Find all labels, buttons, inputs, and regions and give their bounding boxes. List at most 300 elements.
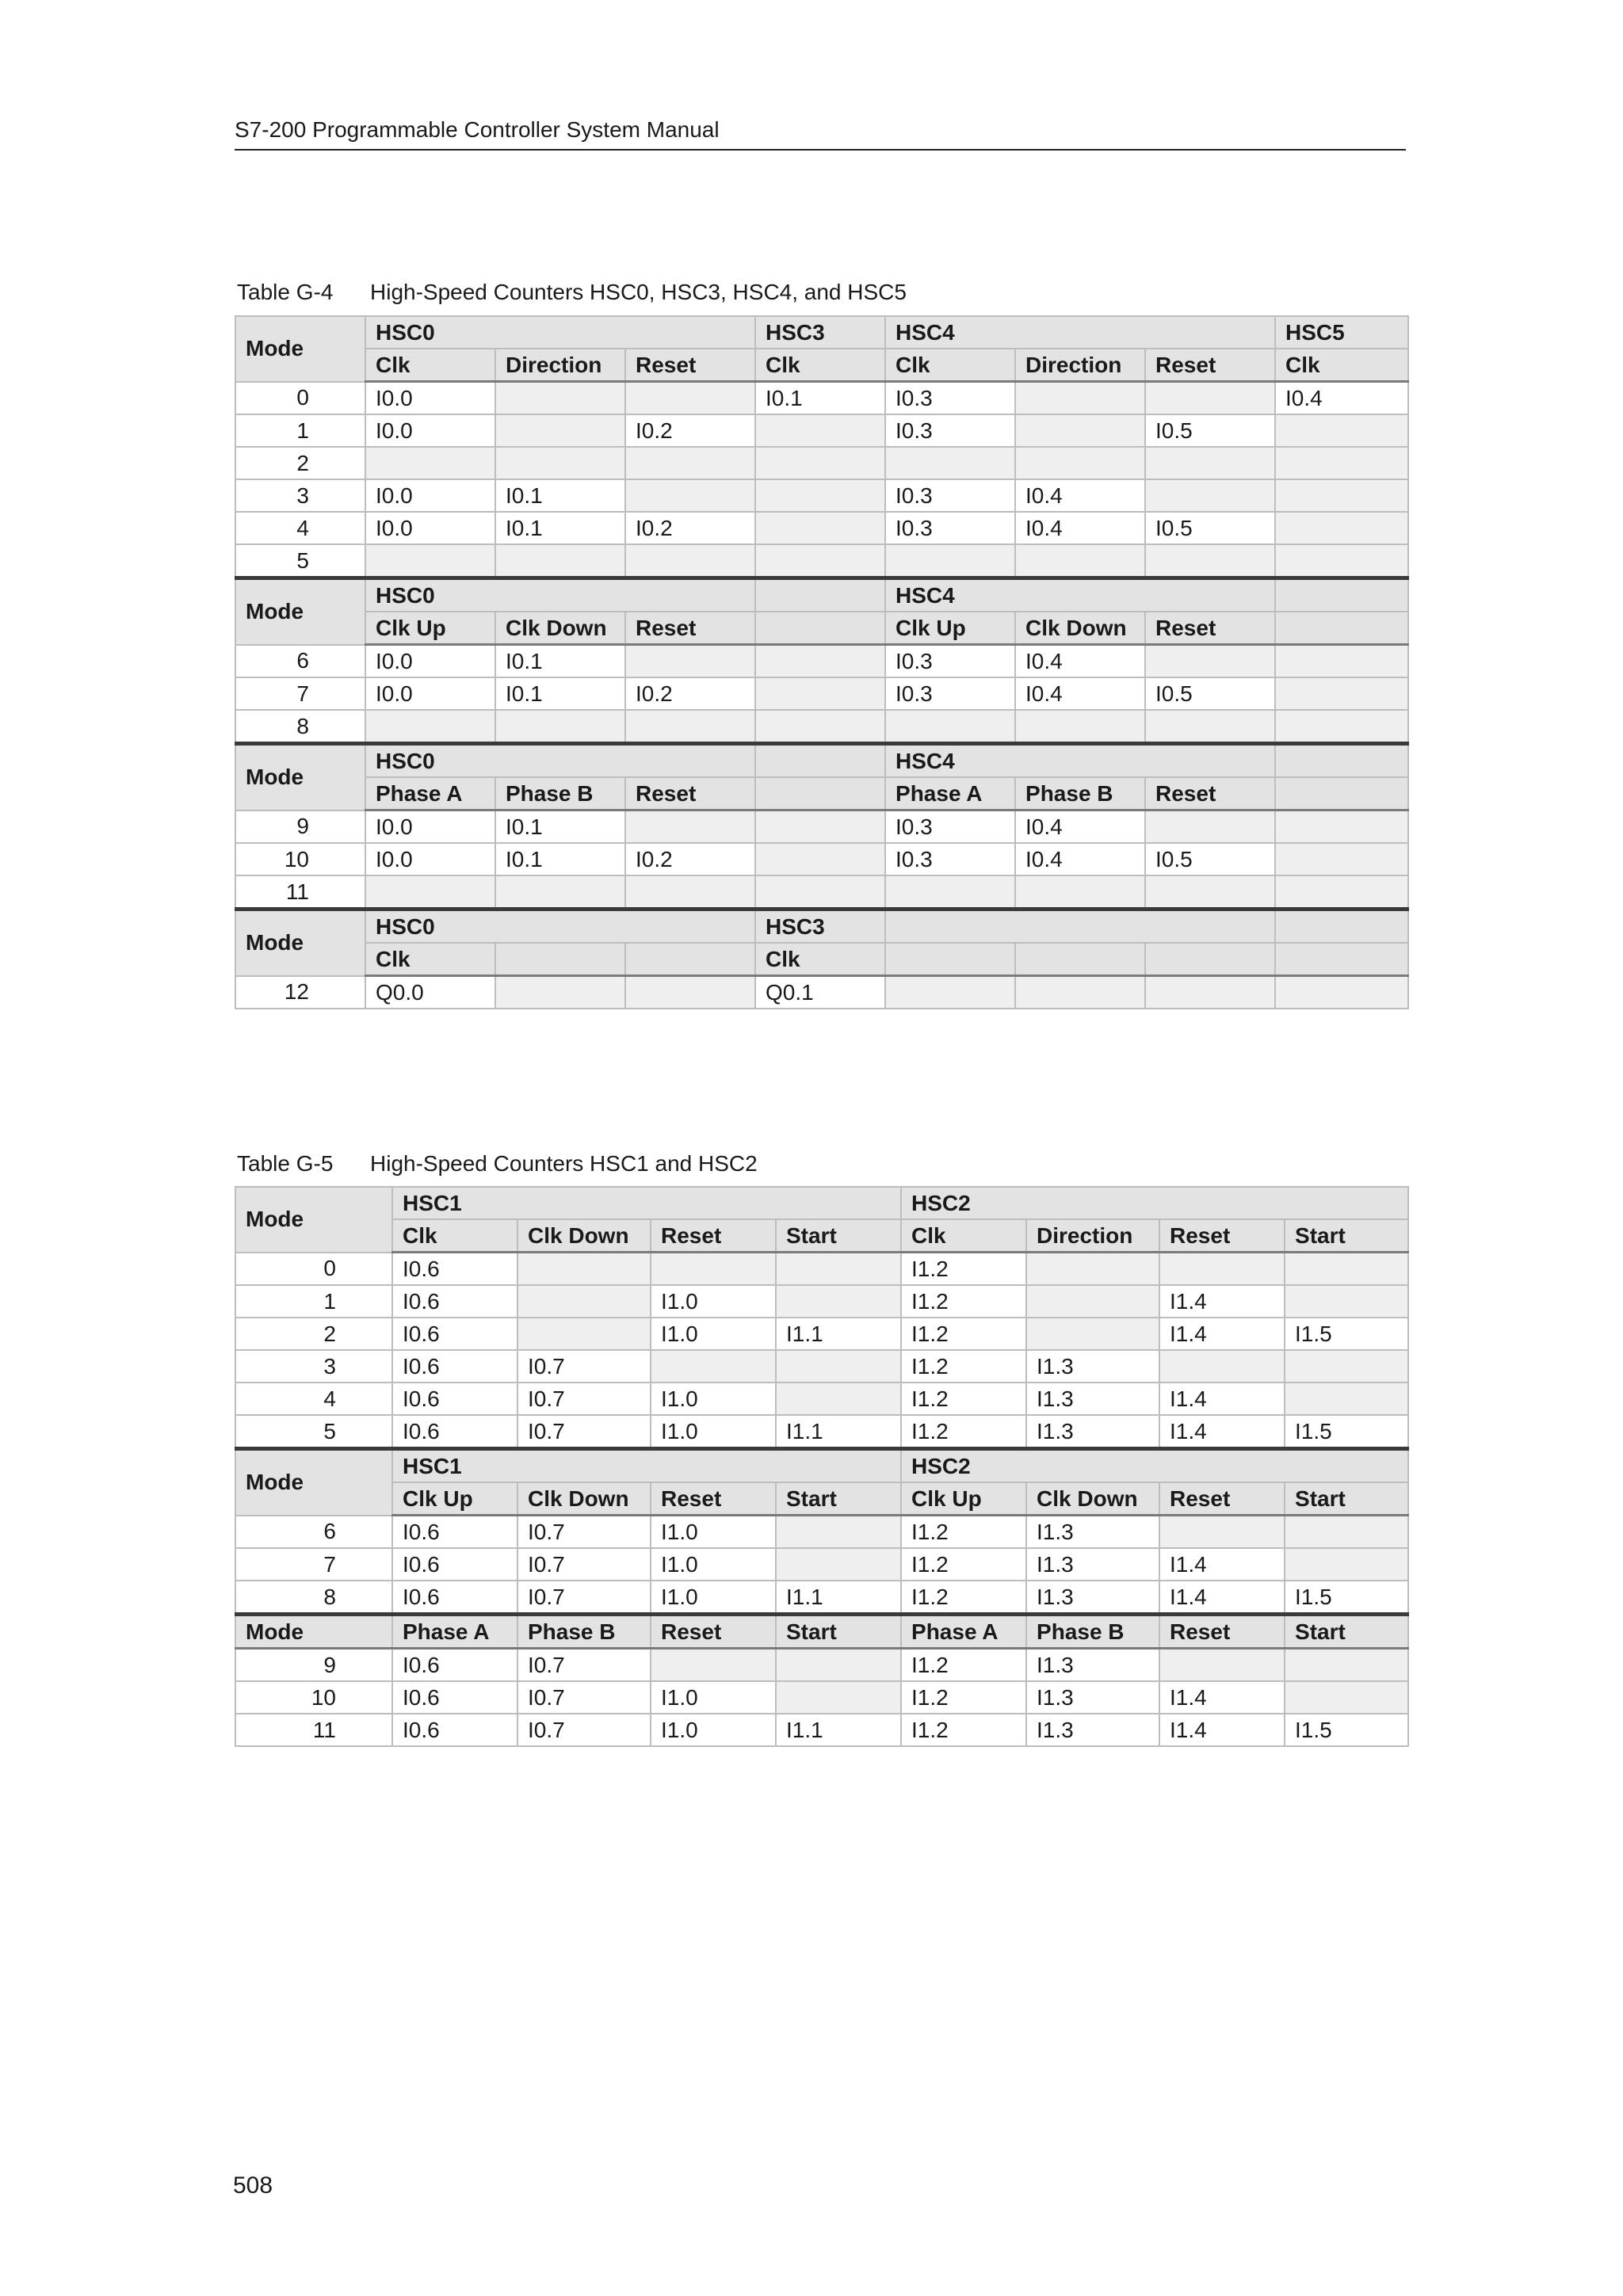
counter-group-header: HSC5	[1275, 316, 1408, 349]
mode-number: 8	[235, 1581, 392, 1615]
table-cell	[885, 875, 1015, 910]
table-cell	[1145, 645, 1275, 678]
column-header-row	[235, 1482, 1408, 1516]
table-cell	[885, 447, 1015, 479]
table-row	[235, 1581, 1408, 1615]
column-header: Reset	[651, 1482, 776, 1516]
table-cell: I0.5	[1145, 677, 1275, 710]
table-cell	[1159, 1516, 1285, 1549]
table-row	[235, 875, 1408, 910]
table-cell: I0.4	[1015, 479, 1145, 512]
table-cell	[1285, 1253, 1408, 1286]
table-cell: I0.0	[365, 382, 495, 415]
table-cell: I1.0	[651, 1383, 776, 1415]
running-header	[235, 116, 1406, 151]
empty-header-cell	[755, 744, 885, 778]
empty-header-cell	[755, 777, 885, 810]
table-cell	[517, 1285, 651, 1318]
table-cell	[755, 544, 885, 578]
table-cell: I1.0	[651, 1681, 776, 1714]
counter-group-header: HSC0	[365, 316, 755, 349]
empty-header-cell	[1275, 777, 1408, 810]
table-cell: I1.3	[1026, 1548, 1159, 1581]
table-cell: I0.4	[1015, 810, 1145, 844]
table-cell: I1.0	[651, 1714, 776, 1746]
table-cell	[1285, 1383, 1408, 1415]
table-cell	[651, 1350, 776, 1383]
table-cell	[1285, 1516, 1408, 1549]
empty-header-cell	[625, 943, 755, 976]
table-cell: I1.3	[1026, 1350, 1159, 1383]
mode-number: 11	[235, 875, 365, 910]
table-g5	[235, 1186, 1409, 1747]
table-cell	[1275, 645, 1408, 678]
counter-group-header: HSC2	[901, 1449, 1408, 1483]
table-cell: I0.7	[517, 1415, 651, 1449]
table-cell	[1015, 414, 1145, 447]
table-cell: I0.4	[1015, 677, 1145, 710]
column-header: Reset	[1145, 349, 1275, 382]
table-cell	[1275, 447, 1408, 479]
table-cell: I1.0	[651, 1581, 776, 1615]
table-row	[235, 1714, 1408, 1746]
table-cell	[1145, 710, 1275, 744]
column-header: Reset	[651, 1219, 776, 1253]
table-cell	[776, 1649, 901, 1682]
table-cell: I1.3	[1026, 1649, 1159, 1682]
table-cell: I1.2	[901, 1383, 1026, 1415]
mode-number: 11	[235, 1714, 392, 1746]
table-cell: I1.0	[651, 1516, 776, 1549]
table-cell: I0.7	[517, 1548, 651, 1581]
table-cell	[755, 645, 885, 678]
column-header: Clk	[1275, 349, 1408, 382]
table-cell	[1275, 976, 1408, 1009]
table-cell: I1.0	[651, 1318, 776, 1350]
mode-header: Mode	[235, 744, 365, 810]
table-cell	[755, 810, 885, 844]
table-cell: I1.3	[1026, 1714, 1159, 1746]
empty-header-cell	[755, 578, 885, 612]
table-row	[235, 1253, 1408, 1286]
column-header: Clk	[755, 349, 885, 382]
mode-number: 3	[235, 479, 365, 512]
column-header: Phase A	[885, 777, 1015, 810]
table-cell	[885, 710, 1015, 744]
mode-number: 8	[235, 710, 365, 744]
mode-number: 2	[235, 447, 365, 479]
empty-header-cell	[755, 612, 885, 645]
column-header: Reset	[625, 612, 755, 645]
column-header-row	[235, 943, 1408, 976]
table-cell	[365, 447, 495, 479]
empty-header-cell	[885, 910, 1275, 944]
column-header: Start	[776, 1219, 901, 1253]
table-cell	[1285, 1350, 1408, 1383]
column-header: Clk	[901, 1219, 1026, 1253]
table-cell	[1026, 1318, 1159, 1350]
mode-number: 9	[235, 1649, 392, 1682]
column-header-row	[235, 349, 1408, 382]
column-header: Reset	[1145, 612, 1275, 645]
mode-number: 5	[235, 544, 365, 578]
header-row	[235, 910, 1408, 944]
table-cell: I0.1	[495, 677, 625, 710]
table-cell: I1.3	[1026, 1415, 1159, 1449]
table-cell: I0.1	[495, 512, 625, 544]
column-header: Phase A	[901, 1615, 1026, 1649]
table-cell: I0.6	[392, 1649, 517, 1682]
table-cell	[776, 1681, 901, 1714]
table-g4	[235, 315, 1409, 1009]
header-row	[235, 578, 1408, 612]
column-header: Start	[1285, 1219, 1408, 1253]
table-cell: I1.4	[1159, 1581, 1285, 1615]
table-cell	[625, 875, 755, 910]
table-cell: I0.3	[885, 810, 1015, 844]
counter-group-header: HSC0	[365, 744, 755, 778]
table-cell: I1.3	[1026, 1516, 1159, 1549]
mode-header: Mode	[235, 316, 365, 382]
table-cell: I0.6	[392, 1415, 517, 1449]
table-cell	[1275, 710, 1408, 744]
empty-header-cell	[1275, 910, 1408, 944]
column-header: Direction	[1015, 349, 1145, 382]
table-cell: I0.0	[365, 843, 495, 875]
mode-number: 7	[235, 1548, 392, 1581]
table-cell: I0.7	[517, 1516, 651, 1549]
table-cell: I0.6	[392, 1516, 517, 1549]
column-header: Phase B	[1015, 777, 1145, 810]
table-cell: I0.2	[625, 843, 755, 875]
page-number: 508	[233, 2172, 273, 2199]
header-row	[235, 1449, 1408, 1483]
table-cell: I0.6	[392, 1285, 517, 1318]
column-header-row	[235, 612, 1408, 645]
table-cell	[776, 1350, 901, 1383]
table-cell: I0.0	[365, 479, 495, 512]
table-cell: I0.3	[885, 382, 1015, 415]
table-cell	[1275, 414, 1408, 447]
table-cell: I0.3	[885, 479, 1015, 512]
mode-number: 6	[235, 645, 365, 678]
table-row	[235, 1681, 1408, 1714]
mode-number: 10	[235, 843, 365, 875]
counter-group-header: HSC4	[885, 744, 1275, 778]
table-cell	[1015, 710, 1145, 744]
table-cell: I1.1	[776, 1415, 901, 1449]
counter-group-header: HSC4	[885, 578, 1275, 612]
counter-group-header: HSC0	[365, 578, 755, 612]
table-cell	[1275, 677, 1408, 710]
table-cell	[1145, 976, 1275, 1009]
table-row	[235, 1516, 1408, 1549]
column-header: Reset	[651, 1615, 776, 1649]
table-cell: I0.6	[392, 1548, 517, 1581]
table-cell: I1.1	[776, 1581, 901, 1615]
table-cell: I0.0	[365, 677, 495, 710]
column-header: Clk Up	[392, 1482, 517, 1516]
table-cell: I0.6	[392, 1383, 517, 1415]
table-row	[235, 1383, 1408, 1415]
counter-group-header: HSC3	[755, 910, 885, 944]
header-row	[235, 316, 1408, 349]
column-header: Clk	[885, 349, 1015, 382]
table-cell	[495, 875, 625, 910]
table-cell	[1275, 512, 1408, 544]
table-cell: I0.2	[625, 414, 755, 447]
table-cell: Q0.1	[755, 976, 885, 1009]
mode-number: 6	[235, 1516, 392, 1549]
table-cell	[776, 1383, 901, 1415]
mode-header: Mode	[235, 578, 365, 645]
column-header: Start	[776, 1482, 901, 1516]
table-cell: I0.6	[392, 1581, 517, 1615]
table-cell	[1015, 382, 1145, 415]
column-header: Clk Down	[1015, 612, 1145, 645]
table-cell: I0.7	[517, 1581, 651, 1615]
mode-number: 1	[235, 414, 365, 447]
mode-header: Mode	[235, 1187, 392, 1253]
table-cell	[1285, 1285, 1408, 1318]
table-cell: I0.2	[625, 512, 755, 544]
column-header: Clk Down	[517, 1482, 651, 1516]
table-cell: I0.6	[392, 1714, 517, 1746]
column-header-row	[235, 1219, 1408, 1253]
column-header: Clk Down	[517, 1219, 651, 1253]
column-header: Clk	[392, 1219, 517, 1253]
table-cell	[776, 1285, 901, 1318]
table-cell: I1.4	[1159, 1285, 1285, 1318]
mode-number: 3	[235, 1350, 392, 1383]
mode-number: 4	[235, 1383, 392, 1415]
column-header: Reset	[1159, 1219, 1285, 1253]
table-cell: I1.2	[901, 1318, 1026, 1350]
table-cell	[755, 710, 885, 744]
table-cell: I1.0	[651, 1415, 776, 1449]
table-cell: I1.3	[1026, 1383, 1159, 1415]
table-cell: I0.4	[1015, 645, 1145, 678]
table-cell	[1159, 1649, 1285, 1682]
column-header: Clk	[365, 943, 495, 976]
table-cell	[1145, 479, 1275, 512]
table-cell: Q0.0	[365, 976, 495, 1009]
table-row	[235, 447, 1408, 479]
table-cell	[1285, 1681, 1408, 1714]
table-cell: I1.4	[1159, 1714, 1285, 1746]
column-header: Start	[1285, 1482, 1408, 1516]
empty-header-cell	[1275, 578, 1408, 612]
mode-number: 5	[235, 1415, 392, 1449]
column-header: Phase B	[495, 777, 625, 810]
table-cell	[1015, 447, 1145, 479]
table-row	[235, 645, 1408, 678]
table-cell: I1.2	[901, 1253, 1026, 1286]
empty-header-cell	[1145, 943, 1275, 976]
table-cell: I0.1	[495, 645, 625, 678]
table-cell	[495, 414, 625, 447]
mode-number: 10	[235, 1681, 392, 1714]
table-cell: I1.4	[1159, 1548, 1285, 1581]
table-cell: I1.2	[901, 1649, 1026, 1682]
table-cell: I0.5	[1145, 512, 1275, 544]
table-cell	[755, 843, 885, 875]
column-header: Reset	[1159, 1615, 1285, 1649]
column-header: Phase B	[1026, 1615, 1159, 1649]
column-header: Phase A	[365, 777, 495, 810]
table-row	[235, 414, 1408, 447]
counter-group-header: HSC1	[392, 1187, 901, 1219]
table-cell: I1.4	[1159, 1681, 1285, 1714]
table-cell	[1275, 843, 1408, 875]
header-row	[235, 744, 1408, 778]
table-cell	[1015, 544, 1145, 578]
table-cell	[1145, 810, 1275, 844]
table-cell: I0.7	[517, 1649, 651, 1682]
table-cell	[1275, 544, 1408, 578]
empty-header-cell	[1275, 612, 1408, 645]
table-cell: I0.6	[392, 1350, 517, 1383]
column-header: Clk	[755, 943, 885, 976]
table-cell	[885, 976, 1015, 1009]
table-cell: I0.1	[755, 382, 885, 415]
table-cell: I1.2	[901, 1548, 1026, 1581]
table-cell: I1.2	[901, 1714, 1026, 1746]
counter-group-header: HSC2	[901, 1187, 1408, 1219]
table-cell: I0.3	[885, 512, 1015, 544]
mode-number: 0	[235, 382, 365, 415]
table-cell: I1.4	[1159, 1383, 1285, 1415]
column-header: Clk Down	[1026, 1482, 1159, 1516]
table-cell: I0.0	[365, 414, 495, 447]
table-row	[235, 710, 1408, 744]
running-title: S7-200 Programmable Controller System Manual	[235, 117, 720, 142]
empty-header-cell	[1275, 943, 1408, 976]
table-row	[235, 479, 1408, 512]
table-cell	[755, 414, 885, 447]
column-header: Direction	[1026, 1219, 1159, 1253]
table-cell	[1145, 875, 1275, 910]
table-cell	[776, 1516, 901, 1549]
table-cell: I0.4	[1275, 382, 1408, 415]
table-cell	[495, 447, 625, 479]
table-cell: I0.0	[365, 645, 495, 678]
mode-header: Mode	[235, 910, 365, 976]
table-cell	[776, 1548, 901, 1581]
table-cell: I0.4	[1015, 512, 1145, 544]
table-cell: I1.5	[1285, 1714, 1408, 1746]
table-cell: I0.7	[517, 1714, 651, 1746]
table-cell: I0.3	[885, 414, 1015, 447]
table-cell	[1275, 479, 1408, 512]
mode-header: Mode	[235, 1449, 392, 1516]
mode-number: 0	[235, 1253, 392, 1286]
empty-header-cell	[885, 943, 1015, 976]
table-cell: I1.5	[1285, 1318, 1408, 1350]
table-cell: I1.2	[901, 1581, 1026, 1615]
table-cell	[625, 976, 755, 1009]
column-header: Reset	[625, 349, 755, 382]
table-cell	[517, 1253, 651, 1286]
table-cell	[755, 677, 885, 710]
table-cell: I0.4	[1015, 843, 1145, 875]
table-row	[235, 382, 1408, 415]
table-cell: I0.1	[495, 843, 625, 875]
table-cell	[625, 710, 755, 744]
column-header: Reset	[625, 777, 755, 810]
table-cell	[1026, 1285, 1159, 1318]
table-cell	[365, 875, 495, 910]
mode-number: 2	[235, 1318, 392, 1350]
table-cell	[495, 710, 625, 744]
table-cell: I0.7	[517, 1681, 651, 1714]
table-cell: I1.5	[1285, 1581, 1408, 1615]
table-cell: I0.6	[392, 1253, 517, 1286]
column-header: Clk Up	[365, 612, 495, 645]
table-cell	[776, 1253, 901, 1286]
column-header: Start	[776, 1615, 901, 1649]
counter-group-header: HSC1	[392, 1449, 901, 1483]
column-header: Start	[1285, 1615, 1408, 1649]
table-cell: I1.2	[901, 1415, 1026, 1449]
table-title: High-Speed Counters HSC0, HSC3, HSC4, and HSC5	[370, 280, 907, 304]
table-cell	[625, 479, 755, 512]
mode-number: 12	[235, 976, 365, 1009]
table-cell	[1015, 976, 1145, 1009]
table-row	[235, 512, 1408, 544]
column-header: Phase A	[392, 1615, 517, 1649]
table-row	[235, 976, 1408, 1009]
table-cell	[495, 976, 625, 1009]
table-cell: I0.6	[392, 1681, 517, 1714]
counter-group-header: HSC0	[365, 910, 755, 944]
table-cell	[625, 645, 755, 678]
table-cell	[495, 382, 625, 415]
table-cell	[755, 479, 885, 512]
empty-header-cell	[1275, 744, 1408, 778]
table-cell: I0.3	[885, 843, 1015, 875]
table-cell: I1.2	[901, 1681, 1026, 1714]
table-cell	[1275, 810, 1408, 844]
table-cell	[365, 544, 495, 578]
table-row	[235, 1649, 1408, 1682]
table-cell: I1.3	[1026, 1581, 1159, 1615]
column-header: Clk Up	[885, 612, 1015, 645]
table-cell	[755, 512, 885, 544]
table-cell: I1.0	[651, 1285, 776, 1318]
table-cell: I1.2	[901, 1350, 1026, 1383]
empty-header-cell	[495, 943, 625, 976]
column-header-row	[235, 777, 1408, 810]
table-row	[235, 544, 1408, 578]
table-cell	[625, 447, 755, 479]
table-cell	[885, 544, 1015, 578]
table-cell: I1.3	[1026, 1681, 1159, 1714]
column-header: Clk	[365, 349, 495, 382]
column-header: Direction	[495, 349, 625, 382]
table-cell: I0.5	[1145, 414, 1275, 447]
table-cell: I1.2	[901, 1516, 1026, 1549]
column-header: Reset	[1159, 1482, 1285, 1516]
table-cell: I0.7	[517, 1350, 651, 1383]
table-row	[235, 810, 1408, 844]
table-cell: I1.4	[1159, 1415, 1285, 1449]
table-cell: I0.7	[517, 1383, 651, 1415]
table-cell	[1145, 544, 1275, 578]
table-cell: I1.1	[776, 1318, 901, 1350]
mode-number: 9	[235, 810, 365, 844]
table-cell	[1159, 1253, 1285, 1286]
